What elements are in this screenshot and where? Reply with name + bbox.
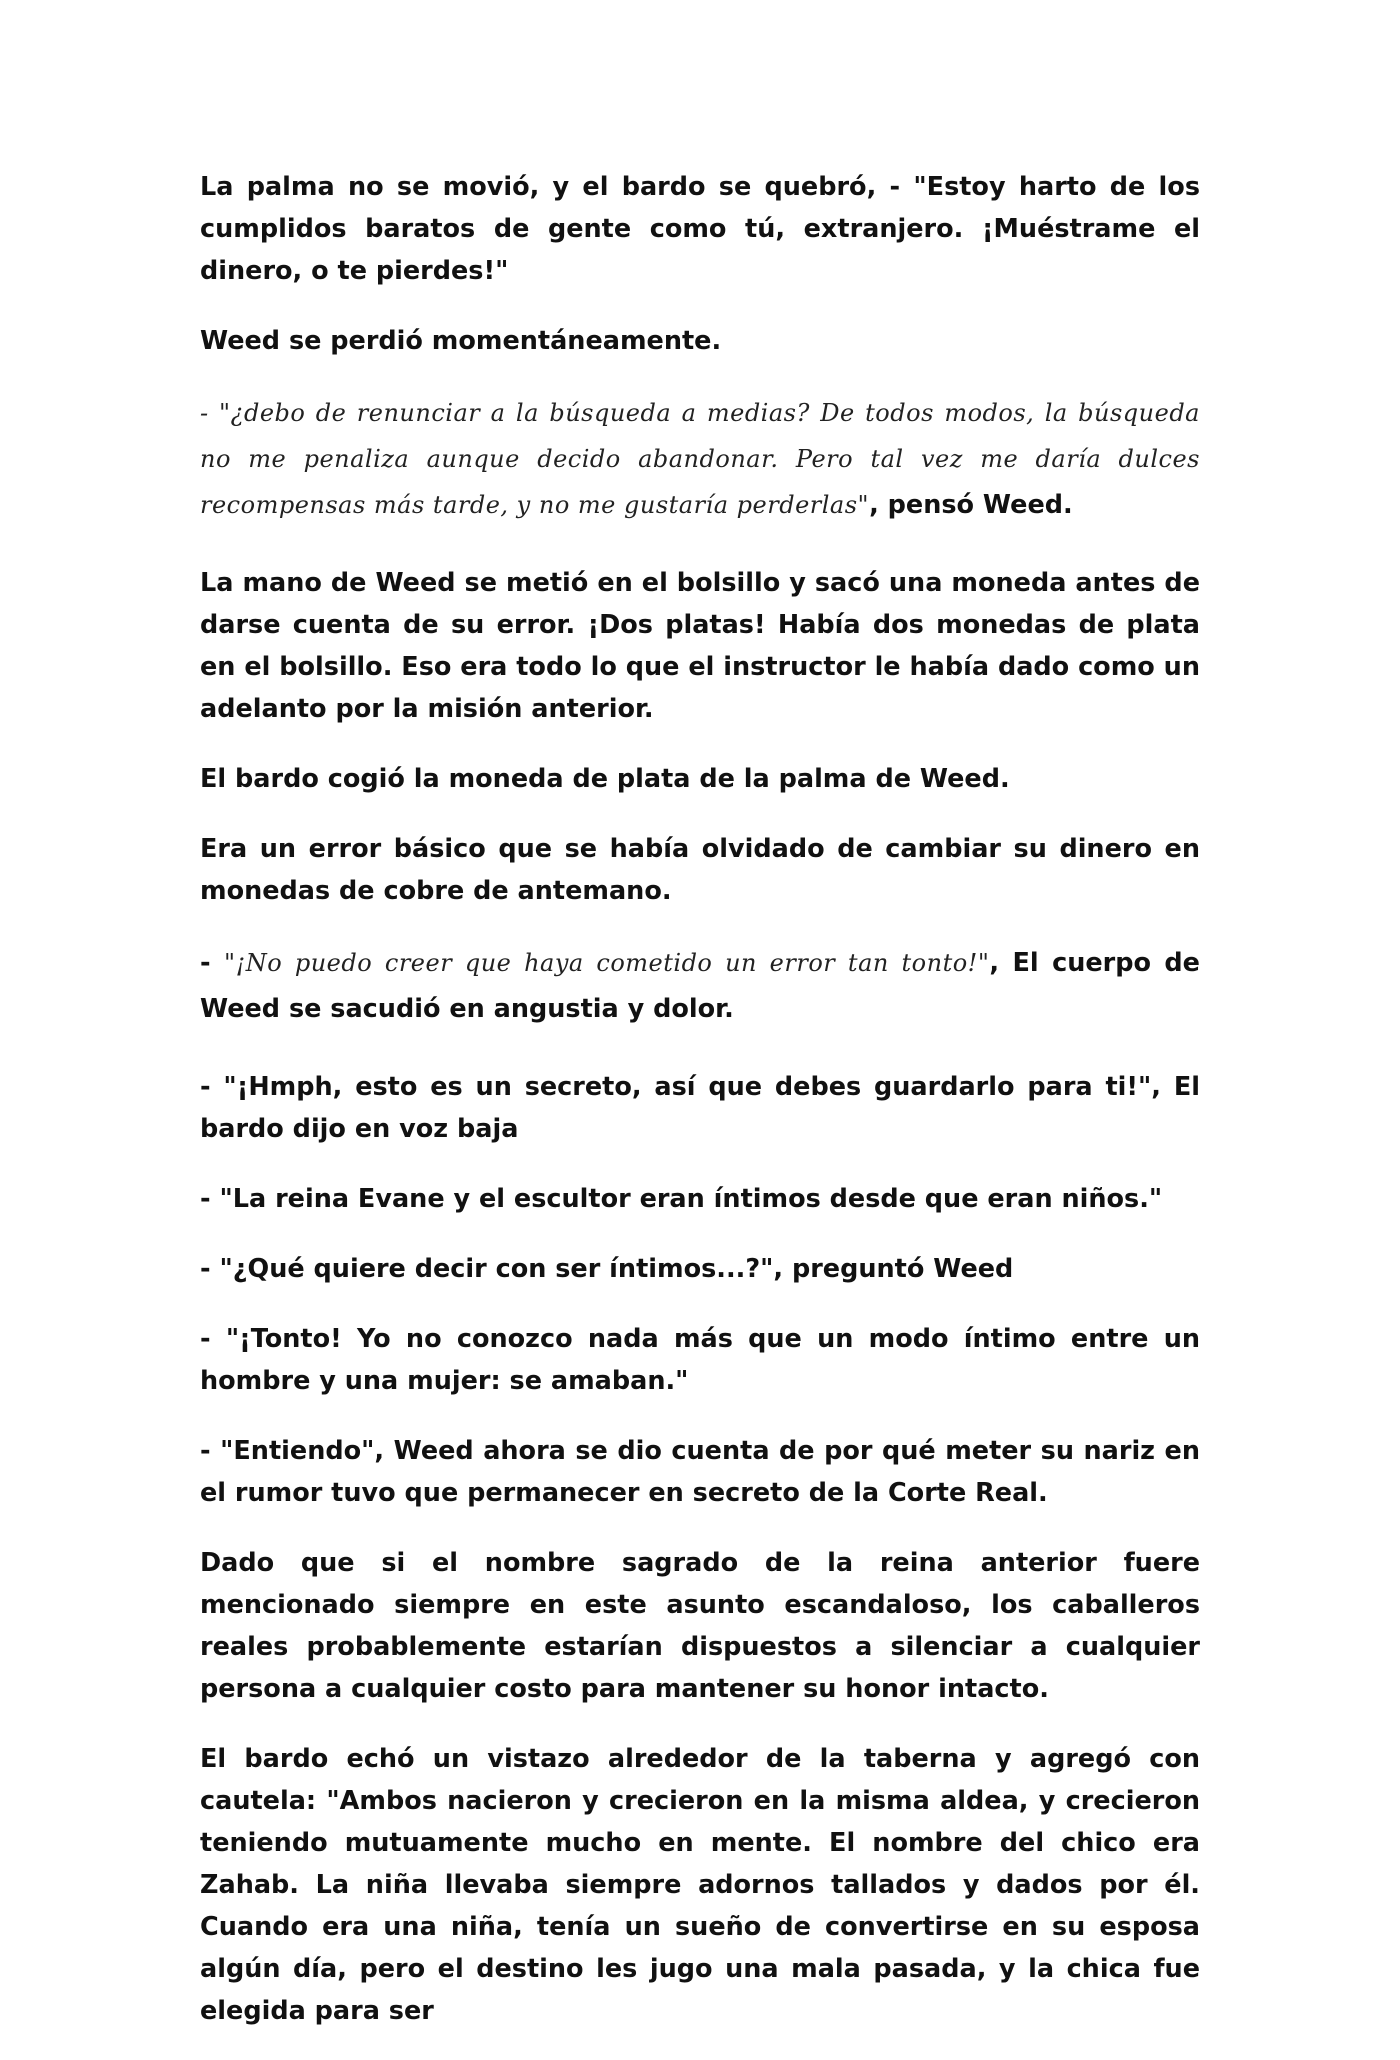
paragraph-13: Dado que si el nombre sagrado de la reina anterior fuere mencionado siempre en este asunto escandaloso, los caballeros reales probablemente estarían dispuestos a silenciar a cualquier persona a cualquier costo para mantener su honor intacto. <box>200 1548 1200 1704</box>
paragraph-10: - "¿Qué quiere decir con ser íntimos...?", preguntó Weed <box>200 1254 1014 1284</box>
paragraph-7 <box>200 940 1200 1032</box>
paragraph-8: - "¡Hmph, esto es un secreto, así que debes guardarlo para ti!", El bardo dijo en voz baja <box>200 1072 1200 1144</box>
dialogue-dash: - <box>200 948 225 978</box>
document-page <box>200 166 1200 2060</box>
paragraph-11: - "¡Tonto! Yo no conozco nada más que un modo íntimo entre un hombre y una mujer: se amaban." <box>200 1324 1200 1396</box>
paragraph-2: Weed se perdió momentáneamente. <box>200 326 722 356</box>
paragraph-4: La mano de Weed se metió en el bolsillo y sacó una moneda antes de darse cuenta de su error. ¡Dos platas! Había dos monedas de plata en el bolsillo. Eso era todo lo que el instructor le había dado como un adelanto por la misión anterior. <box>200 568 1200 724</box>
paragraph-9: - "La reina Evane y el escultor eran íntimos desde que eran niños." <box>200 1184 1163 1214</box>
thought-text: - "¿debo de renunciar a la búsqueda a medias? De todos modos, la búsqueda no me penaliza aunque decido abandonar. Pero tal vez me daría dulces recompensas más tarde, y no me gustaría perderlas" <box>200 399 1200 519</box>
thought-attribution: , El cuerpo de Weed se sacudió en angustia y dolor. <box>200 948 1200 1024</box>
paragraph-1: La palma no se movió, y el bardo se quebró, - "Estoy harto de los cumplidos baratos de gente como tú, extranjero. ¡Muéstrame el dinero, o te pierdes!" <box>200 172 1200 286</box>
thought-text: "¡No puedo creer que haya cometido un error tan tonto!" <box>224 949 990 977</box>
thought-attribution: , pensó Weed. <box>869 490 1073 520</box>
paragraph-14: El bardo echó un vistazo alrededor de la taberna y agregó con cautela: "Ambos nacieron y crecieron en la misma aldea, y crecieron teniendo mutuamente mucho en mente. El nombre del chico era Zahab. La niña llevaba siempre adornos tallados y dados por él. Cuando era una niña, tenía un sueño de convertirse en su esposa algún día, pero el destino les jugo una mala pasada, y la chica fue elegida para ser <box>200 1744 1200 2026</box>
paragraph-12: - "Entiendo", Weed ahora se dio cuenta de por qué meter su nariz en el rumor tuvo que permanecer en secreto de la Corte Real. <box>200 1436 1200 1508</box>
paragraph-3 <box>200 390 1200 528</box>
paragraph-5: El bardo cogió la moneda de plata de la palma de Weed. <box>200 764 1010 794</box>
paragraph-6: Era un error básico que se había olvidado de cambiar su dinero en monedas de cobre de antemano. <box>200 834 1200 906</box>
